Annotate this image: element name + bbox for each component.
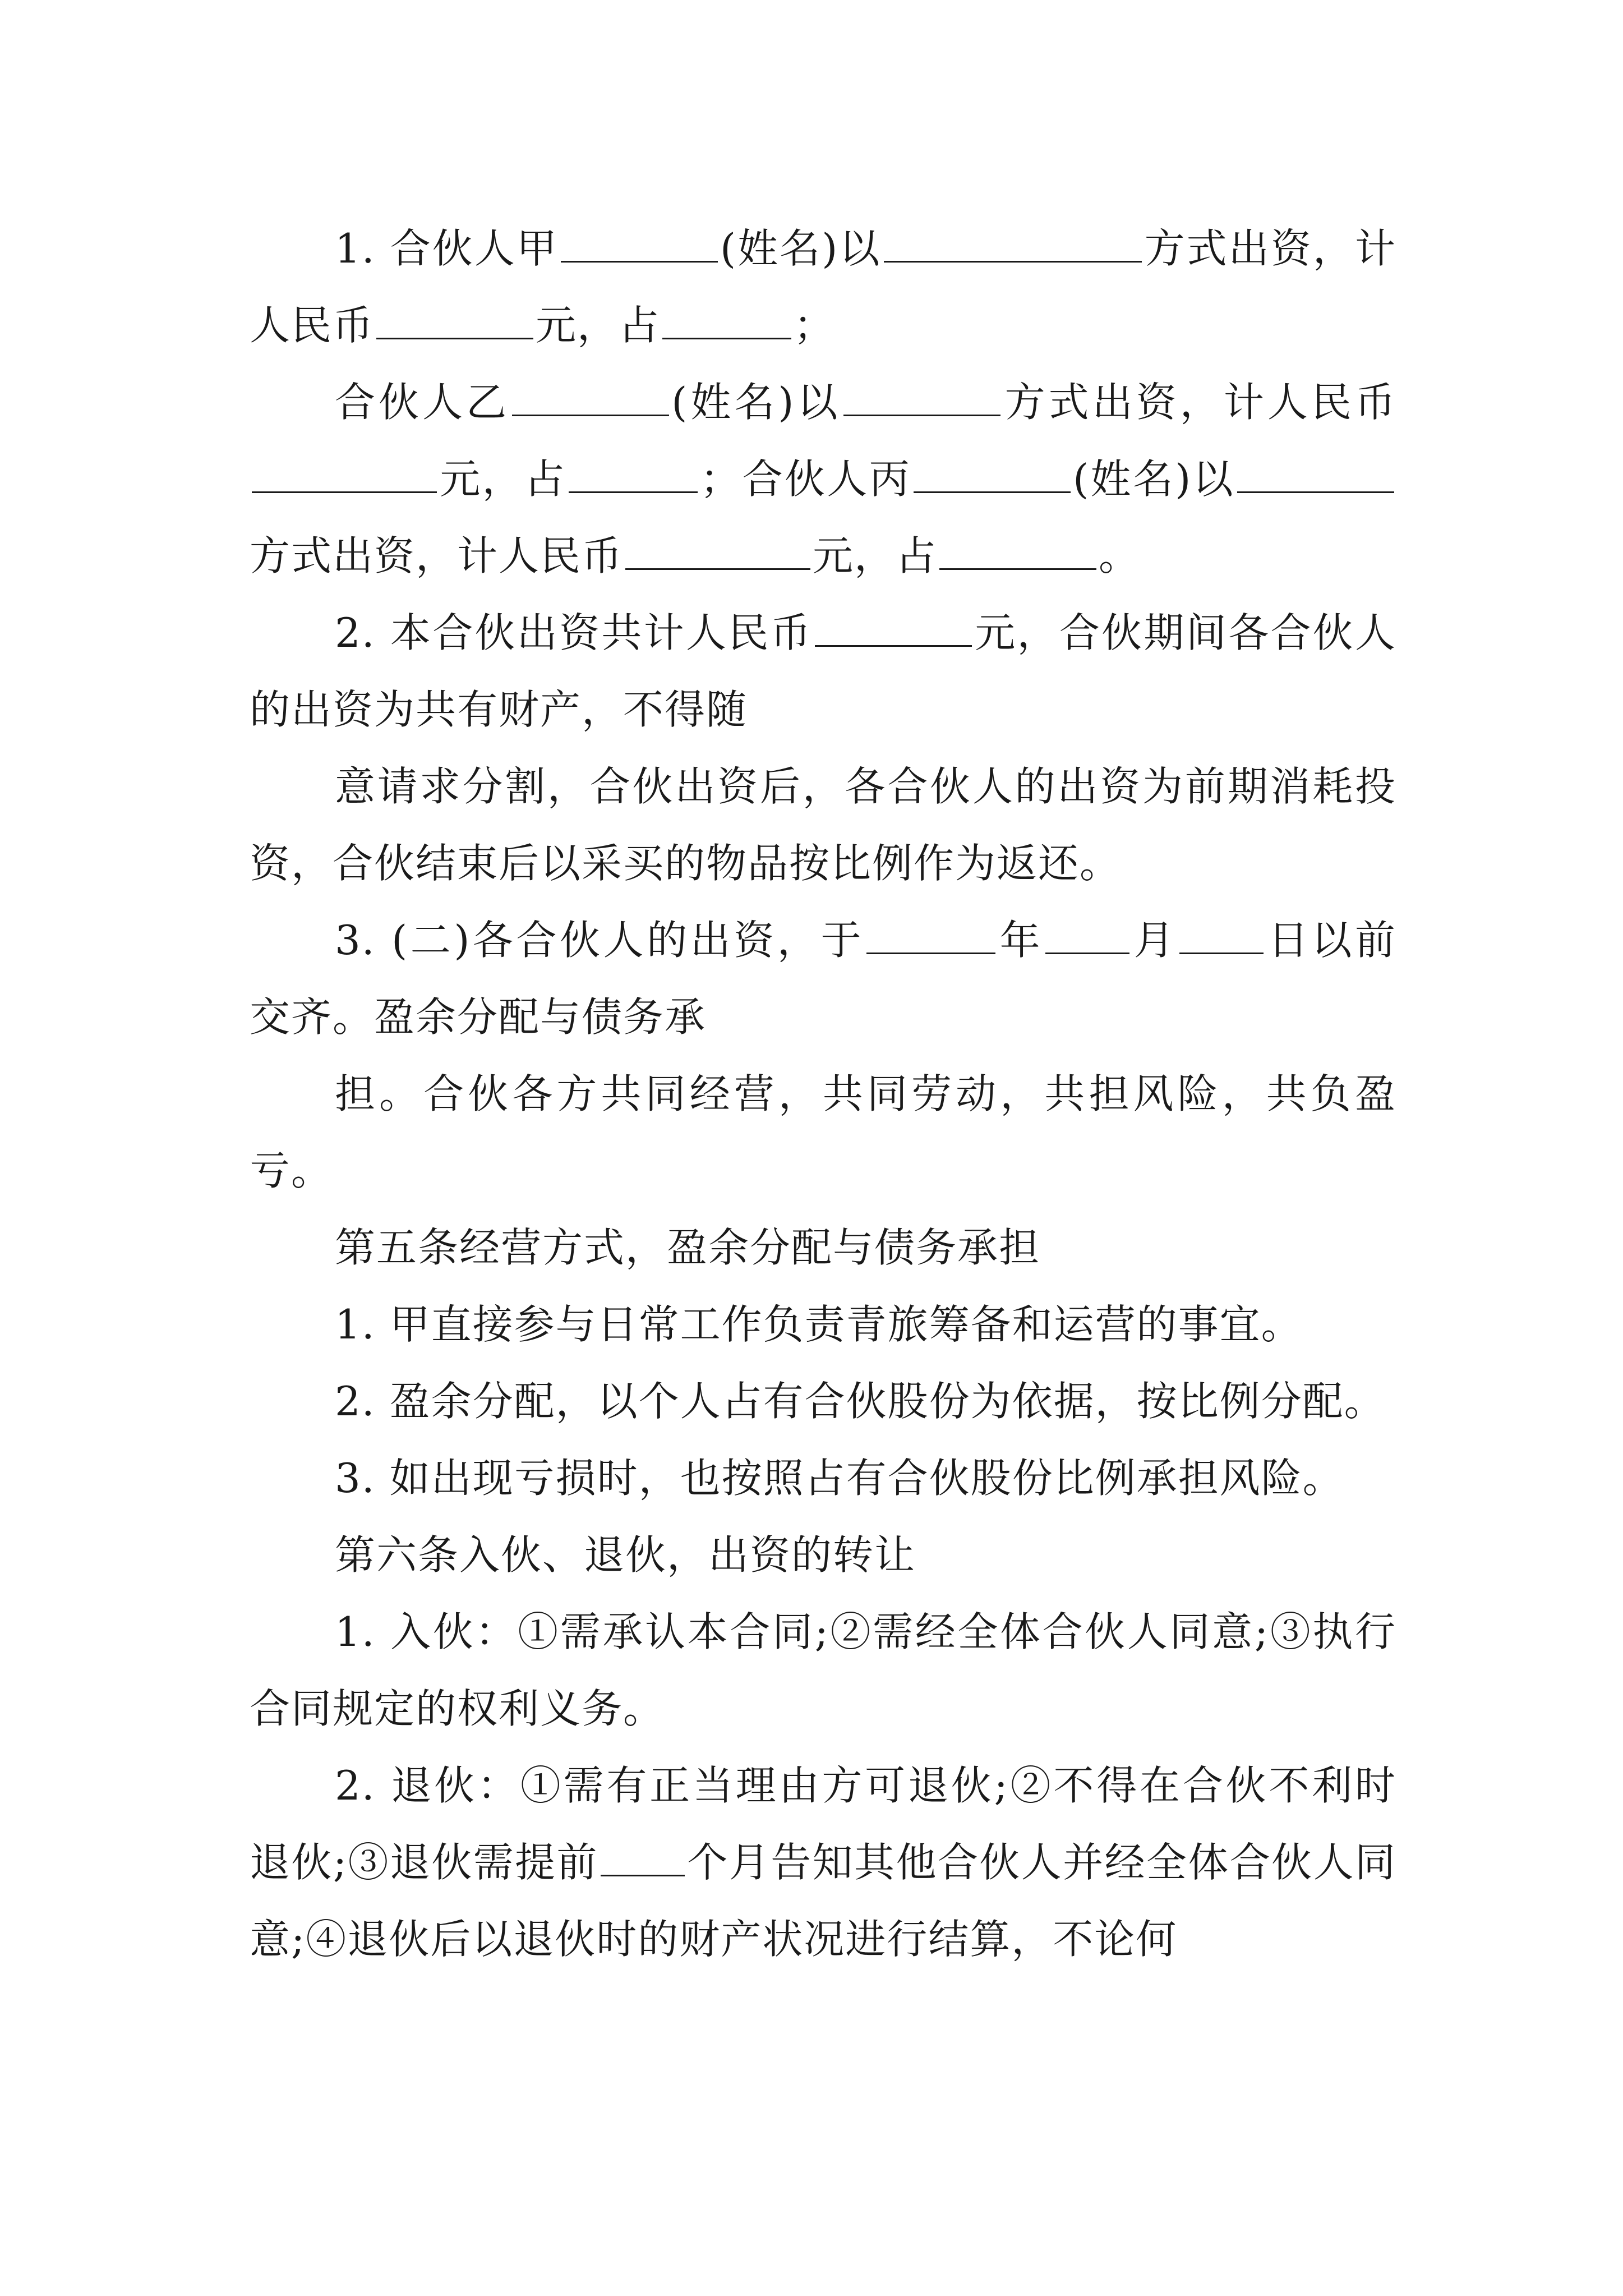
name-blank — [914, 455, 1071, 493]
document-body — [250, 210, 1396, 1978]
paragraph-capital-partner-b-c — [250, 364, 1396, 595]
share-blank — [939, 532, 1096, 570]
text-segment: (姓名)以 — [720, 225, 882, 272]
method-blank — [884, 224, 1142, 263]
text-segment: 元，占 — [813, 532, 938, 579]
article-six-heading: 第六条入伙、退伙，出资的转让 — [335, 1531, 916, 1579]
paragraph-capital-division: 意请求分割，合伙出资后，各合伙人的出资为前期消耗投资，合伙结束后以采买的物品按比例作为返还。 — [250, 763, 1396, 887]
paragraph-capital-partner-a — [250, 210, 1396, 364]
paragraph-withdrawal — [250, 1747, 1396, 1978]
day-blank — [1179, 916, 1264, 954]
text-segment: 方式出资，计人民币 — [250, 532, 624, 579]
text-segment: 方式出资，计人民币 — [250, 225, 1396, 349]
paragraph-profit-distribution: 2. 盈余分配，以个人占有合伙股份为依据，按比例分配。 — [335, 1378, 1386, 1425]
name-blank — [561, 224, 718, 263]
text-segment: 个月告知其他合伙人并经全体合伙人同意;④退伙后以退伙时的财产状况进行结算，不论何 — [250, 1839, 1396, 1963]
paragraph-shared-risk: 担。合伙各方共同经营，共同劳动，共担风险，共负盈亏。 — [250, 1070, 1396, 1194]
text-segment: ；合伙人丙 — [700, 455, 912, 503]
text-segment: 日以前交齐。盈余分配与债务承 — [250, 917, 1396, 1041]
text-segment: 方式出资，计人民币 — [1002, 379, 1396, 426]
amount-blank — [815, 609, 972, 647]
year-blank — [866, 916, 995, 954]
text-segment: 1. 合伙人甲 — [335, 225, 559, 272]
month-blank — [1045, 916, 1129, 954]
share-blank — [569, 455, 698, 493]
amount-blank — [252, 455, 437, 493]
text-segment: 年 — [998, 917, 1044, 964]
paragraph-daily-operation: 1. 甲直接参与日常工作负责青旅筹备和运营的事宜。 — [335, 1301, 1303, 1348]
article-five-heading: 第五条经营方式，盈余分配与债务承担 — [335, 1224, 1041, 1271]
text-segment: 元，合伙期间各合伙人的出资为共有财产，不得随 — [250, 609, 1396, 733]
text-segment: 2. 退伙：①需有正当理由方可退伙;②不得在合伙不利时退伙;③退伙需提前 — [250, 1762, 1396, 1886]
paragraph-capital-deadline — [250, 902, 1396, 1056]
text-segment: 元，占 — [439, 455, 567, 503]
method-blank — [843, 378, 1000, 416]
text-segment: ； — [794, 302, 836, 349]
text-segment: 元，占 — [536, 302, 661, 349]
method-blank — [1237, 455, 1394, 493]
name-blank — [512, 378, 669, 416]
paragraph-loss-sharing: 3. 如出现亏损时，也按照占有合伙股份比例承担风险。 — [335, 1455, 1344, 1502]
amount-blank — [376, 301, 533, 339]
amount-blank — [625, 532, 810, 570]
text-segment: 月 — [1132, 917, 1178, 964]
months-blank — [601, 1838, 685, 1876]
text-segment: 2. 本合伙出资共计人民币 — [335, 609, 813, 656]
text-segment: 3. (二)各合伙人的出资，于 — [335, 917, 865, 964]
text-segment: (姓名)以 — [671, 379, 841, 426]
text-segment: 。 — [1099, 532, 1141, 579]
paragraph-total-capital — [250, 595, 1396, 748]
paragraph-joining: 1. 入伙：①需承认本合同;②需经全体合伙人同意;③执行合同规定的权利义务。 — [250, 1608, 1396, 1732]
text-segment: (姓名)以 — [1073, 455, 1235, 503]
share-blank — [662, 301, 791, 339]
text-segment: 合伙人乙 — [335, 379, 510, 426]
